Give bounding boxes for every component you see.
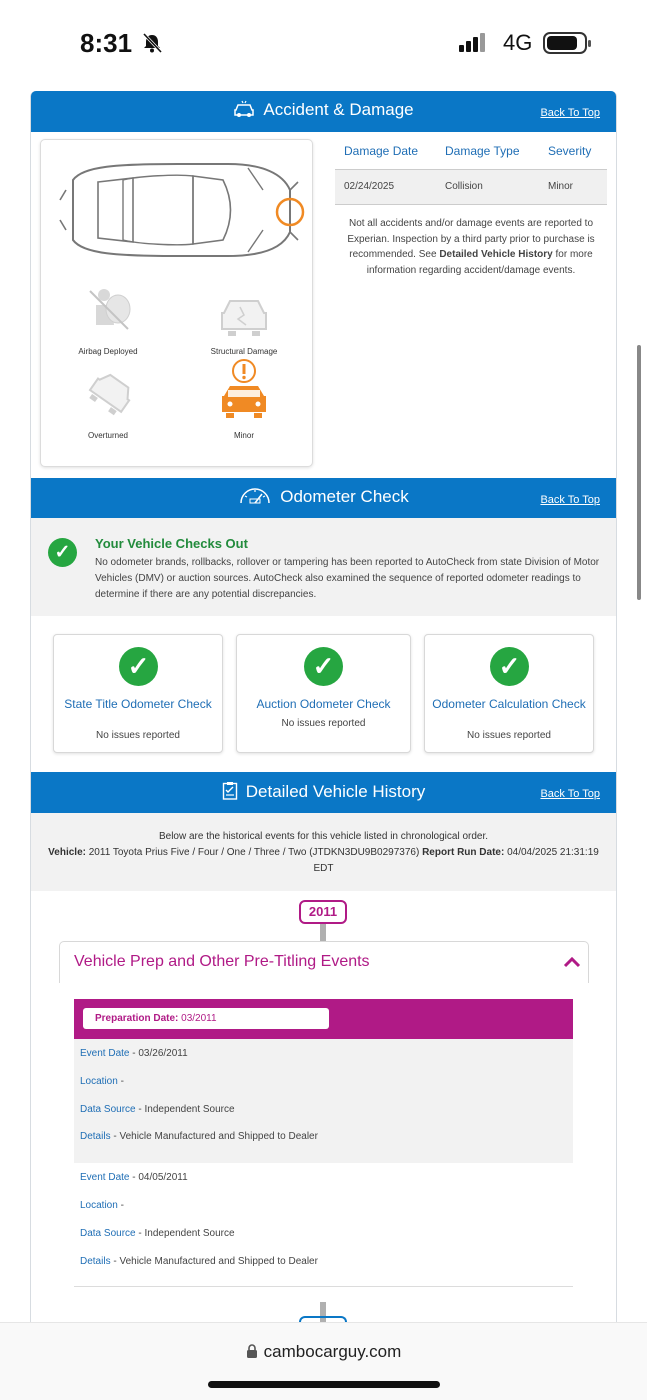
damage-disclaimer: Not all accidents and/or damage events are reported to Experian. Inspection by a third party prior to purchase is recommended. See Detailed Vehicle History for more information regarding accident/damage events. [347, 218, 595, 276]
vehicle-description: 2011 Toyota Prius Five / Four / One / Three / Two (JTDKN3DU9B0297376) [88, 847, 420, 858]
event-details: Details - Vehicle Manufactured and Shipped to Dealer [80, 1131, 318, 1142]
severity-cell: Minor [548, 181, 574, 192]
year-marker: 2011 [299, 900, 347, 924]
summary-text: No odometer brands, rollbacks, rollover or tampering has been reported to AutoCheck from state Division of Motor Vehicles (DMV) or auction sources. AutoCheck also examined the sequence of reported odometer readings to determine if there are any potential discrepancies. [95, 557, 600, 600]
event-source: Data Source - Independent Source [80, 1104, 235, 1115]
odometer-header [31, 478, 616, 519]
overturned-icon [84, 372, 134, 420]
signal-icon [459, 33, 487, 52]
car-top-view-diagram [58, 160, 308, 260]
check-icon: ✓ [490, 647, 529, 686]
check-card-calculation [424, 634, 594, 753]
damage-type-header: Damage Type [445, 144, 520, 158]
event-details: Details - Vehicle Manufactured and Shipped to Dealer [80, 1256, 318, 1267]
check-icon: ✓ [304, 647, 343, 686]
check-icon: ✓ [119, 647, 158, 686]
severity-header: Severity [548, 144, 592, 158]
check-status: No issues reported [281, 718, 366, 729]
summary-title: Your Vehicle Checks Out [95, 536, 248, 551]
car-damage-icon [233, 100, 255, 118]
accident-damage-title: Accident & Damage [263, 100, 414, 119]
chevron-up-icon[interactable] [563, 956, 581, 968]
minor-label: Minor [233, 431, 254, 440]
accident-damage-header [31, 91, 616, 132]
check-status: No issues reported [96, 730, 180, 741]
scrollbar[interactable] [637, 345, 641, 600]
history-intro-text: Below are the historical events for this vehicle listed in chronological order. Vehicle: 2011 Toyota Prius Five / Four / One / Three / Two (JTDKN3DU9B0297376) Report Run Date: 04/04/2025 21:31:19 EDT [48, 831, 599, 874]
check-card-state-title [53, 634, 223, 753]
section-title[interactable]: Vehicle Prep and Other Pre-Titling Events [74, 953, 370, 970]
event-source: Data Source - Independent Source [80, 1228, 235, 1239]
check-title: State Title Odometer Check [64, 697, 212, 711]
url-text: cambocarguy.com [263, 1342, 402, 1361]
history-title: Detailed Vehicle History [245, 782, 426, 801]
report-run-date: 04/04/2025 21:31:19 EDT [313, 847, 599, 874]
clipboard-icon [222, 781, 238, 800]
event-date: Event Date - 03/26/2011 [80, 1048, 188, 1059]
minor-damage-icon [218, 358, 270, 420]
check-status: No issues reported [467, 730, 551, 741]
home-indicator[interactable] [208, 1381, 440, 1388]
airbag-icon [84, 285, 134, 335]
network-type: 4G [503, 30, 533, 55]
status-time: 8:31 [80, 28, 133, 58]
damage-type-cell: Collision [445, 181, 483, 192]
timeline-connector [320, 924, 326, 941]
back-to-top-link[interactable]: Back To Top [540, 494, 600, 506]
battery-icon [543, 32, 587, 54]
detailed-history-reference: Detailed Vehicle History [439, 249, 553, 260]
airbag-label: Airbag Deployed [78, 347, 138, 356]
damage-date-cell: 02/24/2025 [344, 181, 395, 192]
lock-icon [246, 1344, 258, 1358]
back-to-top-link[interactable]: Back To Top [540, 788, 600, 800]
check-title: Odometer Calculation Check [432, 697, 586, 711]
divider [74, 1286, 573, 1287]
back-to-top-link[interactable]: Back To Top [540, 107, 600, 119]
event-location: Location - [80, 1200, 124, 1211]
preparation-date: Preparation Date: 03/2011 [83, 1008, 329, 1029]
structural-damage-icon [218, 295, 270, 337]
address-bar[interactable] [0, 1342, 647, 1362]
odometer-gauge-icon [238, 487, 272, 505]
event-date: Event Date - 04/05/2011 [80, 1172, 188, 1183]
silent-bell-icon [141, 32, 163, 54]
check-card-auction [236, 634, 411, 753]
event-location: Location - [80, 1076, 124, 1087]
odometer-title: Odometer Check [280, 487, 409, 506]
overturned-label: Overturned [87, 431, 129, 440]
check-icon: ✓ [48, 538, 77, 567]
check-title: Auction Odometer Check [256, 697, 391, 711]
damage-date-header: Damage Date [344, 144, 419, 158]
history-header [31, 772, 616, 813]
structural-damage-label: Structural Damage [210, 347, 278, 356]
